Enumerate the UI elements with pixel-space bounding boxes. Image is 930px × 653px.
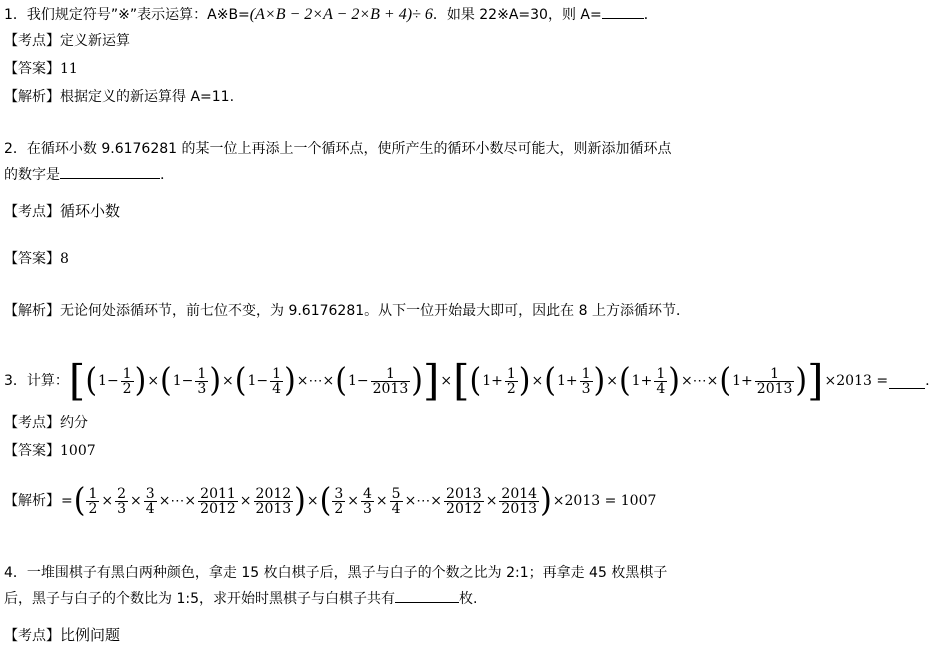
q1-answer-blank: [602, 4, 644, 19]
q4-kaodian: 【考点】比例问题: [4, 626, 121, 644]
q1-kaodian: 【考点】定义新运算: [4, 33, 130, 49]
q1-answer: 【答案】11: [4, 61, 78, 77]
q2-kaodian: 【考点】循环小数: [4, 202, 121, 220]
q2-analysis: 【解析】无论何处添循环节，前七位不变，为 9.6176281。从下一位开始最大即可，因此在 8 上方添循环节．: [4, 303, 690, 319]
q2-answer: 【答案】8: [4, 251, 69, 267]
q1-formula: (A×B − 2×A − 2×B + 4)÷ 6: [249, 6, 433, 23]
q3-analysis: 【解析】 = ( $\frac{1}{2}$ × $\frac{2}{3}$ × $\frac{3}{4}$ ×⋯× $\frac{2011}{2012}$ × $\frac{2012}{2013}$ ) × ( $\frac{3}{2}$ × $\frac{4}{3}$ × $\frac{5}{4}$ ×⋯× $\frac{2013}{2012}$ × $\frac{2014}{2013}$ ) ×2013 = 1007: [4, 481, 657, 520]
q3-kaodian: 【考点】约分: [4, 415, 88, 431]
q1-analysis: 【解析】根据定义的新运算得 A=11.: [4, 89, 235, 105]
q1-stem: 1．我们规定符号”※”表示运算：A※B=(A×B − 2×A − 2×B + 4)÷ 6．如果 22※A=30，则 A= ．: [4, 6, 658, 23]
q3-answer: 【答案】1007: [4, 443, 96, 459]
q2-stem-line2: 的数字是 .: [4, 164, 164, 184]
q2-answer-blank: [60, 164, 160, 179]
q4-stem-line2: 后，黑子与白子的个数比为 1:5，求开始时黑棋子与白棋子共有 枚.: [4, 588, 477, 608]
q3-stem: 3．计算： [ ( 1− $\frac{1}{2}$ ) × ( 1− $\frac{1}{3}$ ) × ( 1− $\frac{1}{4}$ ) ×⋯× ( 1− $\frac{1}{2013}$ ) ] × [ ( 1+ $\frac{1}{2}$ ) × ( 1+ $\frac{1}{3}$ ) × ( 1+ $\frac{1}{4}$ ) ×⋯× ( 1+ $\frac{1}{2013}$ ) ] ×2013 = .: [4, 356, 930, 405]
q4-answer-blank: [395, 588, 459, 603]
q3-answer-blank: [889, 374, 925, 389]
q2-stem-line1: 2．在循环小数 9.6176281 的某一位上再添上一个循环点，使所产生的循环小数尽可能大，则新添加循环点: [4, 141, 672, 157]
q4-stem-line1: 4．一堆围棋子有黑白两种颜色，拿走 15 枚白棋子后，黑子与白子的个数之比为 2:1；再拿走 45 枚黑棋子: [4, 565, 668, 581]
